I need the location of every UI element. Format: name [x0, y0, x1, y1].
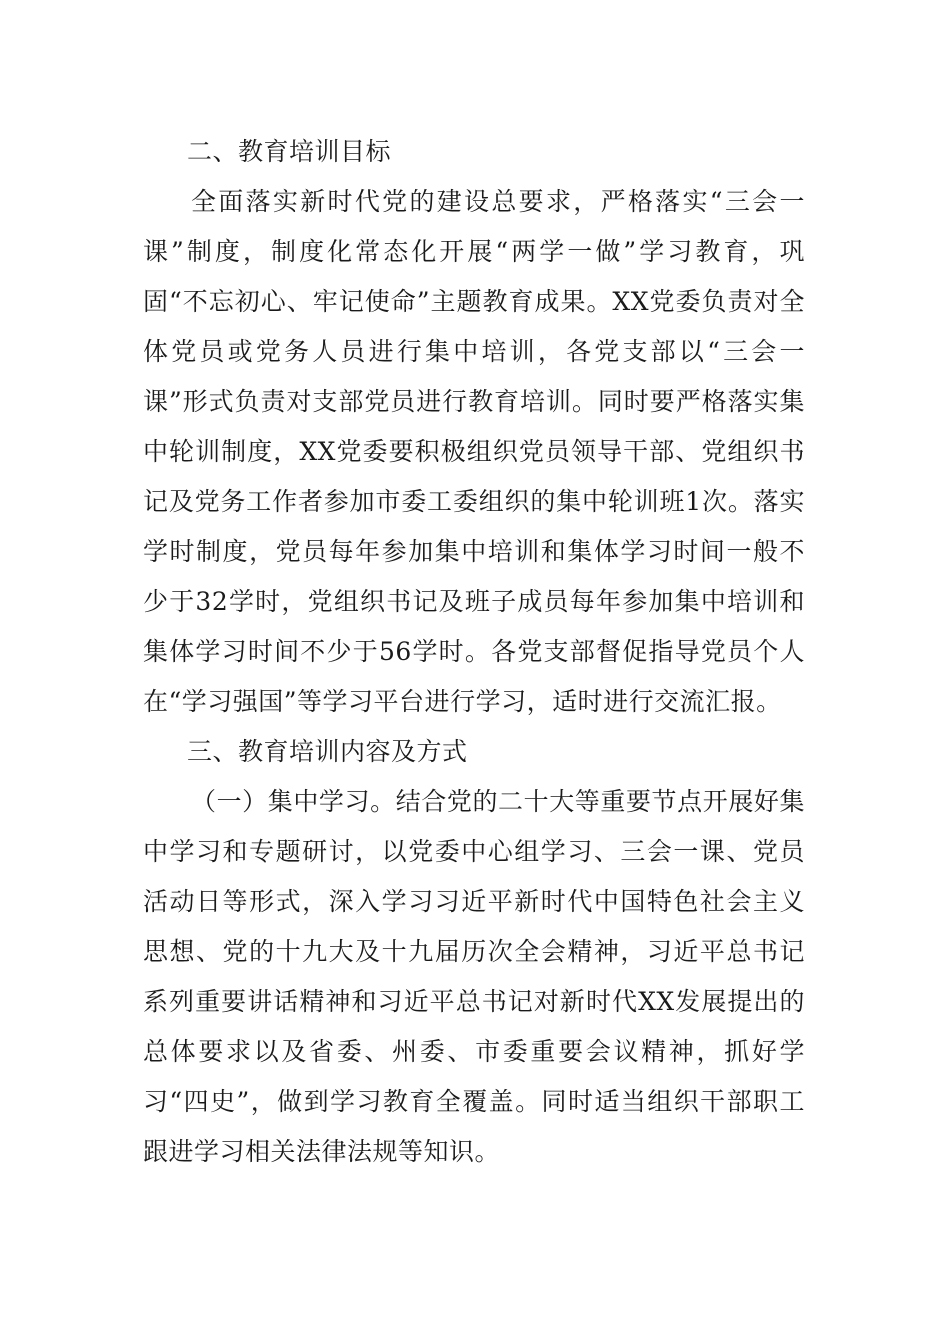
document-body — [143, 127, 805, 1177]
paragraph-training-goals: 全面落实新时代党的建设总要求，严格落实“三会一课”制度，制度化常态化开展“两学一做”学习教育，巩固“不忘初心、牢记使命”主题教育成果。XX党委负责对全体党员或党务人员进行集中培训，各党支部以“三会一课”形式负责对支部党员进行教育培训。同时要严格落实集中轮训制度，XX党委要积极组织党员领导干部、党组织书记及党务工作者参加市委工委组织的集中轮训班1次。落实学时制度，党员每年参加集中培训和集体学习时间一般不少于32学时，党组织书记及班子成员每年参加集中培训和集体学习时间不少于56学时。各党支部督促指导党员个人在“学习强国”等学习平台进行学习，适时进行交流汇报。 — [143, 187, 805, 716]
section-heading-training-content: 三、教育培训内容及方式 — [187, 737, 468, 766]
section-heading-training-goals: 二、教育培训目标 — [187, 137, 392, 166]
paragraph-centralized-study: （一）集中学习。结合党的二十大等重要节点开展好集中学习和专题研讨，以党委中心组学习、三会一课、党员活动日等形式，深入学习习近平新时代中国特色社会主义思想、党的十九大及十九届历次全会精神，习近平总书记系列重要讲话精神和习近平总书记对新时代XX发展提出的总体要求以及省委、州委、市委重要会议精神，抓好学习“四史”，做到学习教育全覆盖。同时适当组织干部职工跟进学习相关法律法规等知识。 — [143, 787, 805, 1166]
